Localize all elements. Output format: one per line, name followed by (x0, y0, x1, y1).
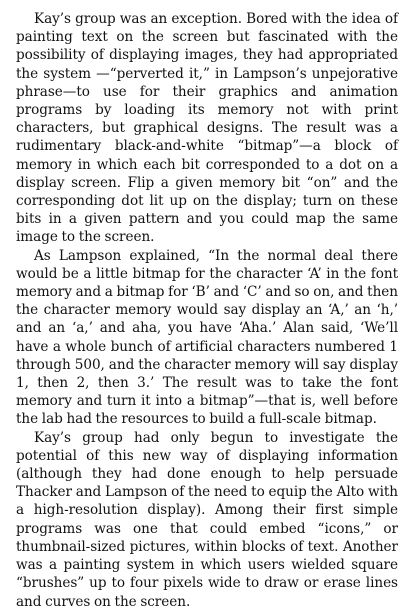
paragraph-1: Kay’s group was an exception. Bored with the idea of painting text on the screen but fascinated with the possibility of displaying images, they had appropriated the system —“perverted it,” in Lampson’s unpejorative phrase—to use for their graphics and animation programs by loading its memory not with print characters, but graphical designs. The result was a rudimentary black-and-white “bitmap”—a block of memory in which each bit corresponded to a dot on a display screen. Flip a given memory bit “on” and the corresponding dot lit up on the display; turn on these bits in a given pattern and you could map the same image to the screen. (16, 11, 398, 246)
paragraph-2: As Lampson explained, “In the normal deal there would be a little bitmap for the character ‘A’ in the font memory and a bitmap for ‘B’ and ‘C’ and so on, and then the character memory would say display an ‘A,’ an ‘h,’ and an ‘a,’ and aha, you have ‘Aha.’ Alan said, ‘We’ll have a whole bunch of artificial characters numbered 1 through 500, and the character memory will say display 1, then 2, then 3.’ The result was to take the font memory and turn it into a bitmap”—that is, well before the lab had the resources to build a full-scale bitmap. (16, 247, 398, 428)
paragraph-3: Kay’s group had only begun to investigate the potential of this new way of displaying information (although they had done enough to help persuade Thacker and Lampson of the need to equip the Alto with a high-resolution display). Among their first simple programs was one that could embed “icons,” or thumbnail-sized pictures, within blocks of text. Another was a painting system in which users wielded square “brushes” up to four pixels wide to draw or erase lines and curves on the screen. (16, 429, 398, 610)
